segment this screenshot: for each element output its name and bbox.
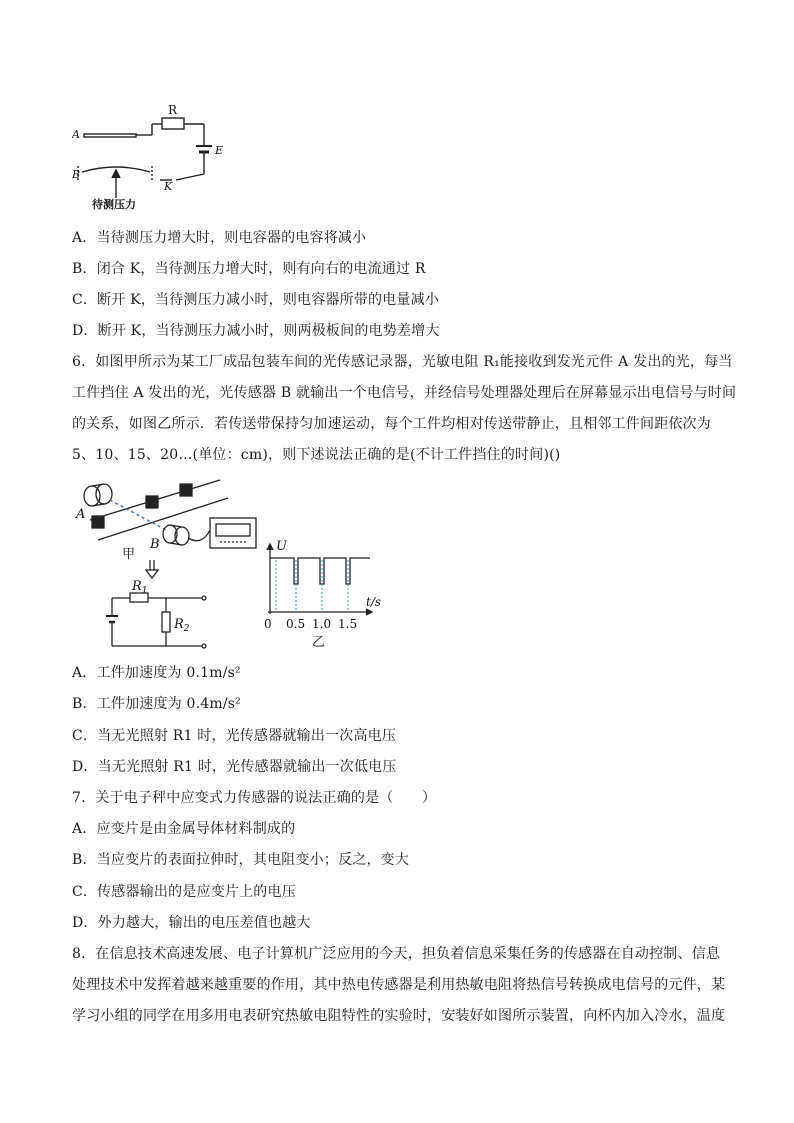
q7-option-c: C．传感器输出的是应变片上的电压 bbox=[72, 884, 296, 900]
q7-option-b: B．当应变片的表面拉伸时，其电阻变小；反之，变大 bbox=[72, 852, 410, 868]
r2-label: $R_2$ bbox=[174, 617, 190, 634]
q8-stem-line-3: 学习小组的同学在用多用电表研究热敏电阻特性的实验时，安装好如图所示装置，向杯内加入冷水，温度 bbox=[72, 1008, 726, 1024]
receiver-b-label: B bbox=[150, 537, 160, 552]
u-axis-label: U bbox=[276, 539, 287, 554]
q5-option-c: C．断开 K，当待测压力减小时，则电容器所带的电量减小 bbox=[72, 292, 440, 308]
q6-stem-line-3: 的关系，如图乙所示．若传送带保持匀加速运动，每个工件均相对传送带静止，且相邻工件间距依次为 bbox=[72, 416, 711, 432]
tick-label-0-5: 0.5 bbox=[286, 617, 306, 631]
emitter-a-label: A bbox=[76, 507, 86, 522]
q5-option-a: A．当待测压力增大时，则电容器的电容将减小 bbox=[72, 230, 367, 246]
q6-option-d: D．当无光照射 R1 时，光传感器就输出一次低电压 bbox=[72, 759, 397, 775]
resistor-label: R bbox=[168, 103, 178, 117]
emf-label: E bbox=[215, 144, 224, 157]
tick-label-1-0: 1.0 bbox=[312, 617, 332, 631]
q6-stem-line-4: 5、10、15、20…(单位：cm)，则下述说法正确的是(不计工件挡住的时间)() bbox=[72, 447, 561, 463]
switch-label: K bbox=[164, 180, 173, 193]
q8-stem-line-2: 处理技术中发挥着越来越重要的作用，其中热电传感器是利用热敏电阻将热信号转换成电信号的元件，某 bbox=[72, 977, 726, 993]
tick-label-1-5: 1.5 bbox=[338, 617, 358, 631]
q6-option-c: C．当无光照射 R1 时，光传感器就输出一次高电压 bbox=[72, 728, 397, 744]
plate-b-label: B bbox=[72, 168, 81, 181]
q8-stem-line-1: 8．在信息技术高速发展、电子计算机广泛应用的今天，担负着信息采集任务的传感器在自动控制、信息 bbox=[72, 946, 721, 962]
q5-option-b: B．闭合 K，当待测压力增大时，则有向右的电流通过 R bbox=[72, 261, 426, 277]
figure-jia-label: 甲 bbox=[122, 547, 136, 562]
q7-option-d: D．外力越大，输出的电压差值也越大 bbox=[72, 915, 311, 931]
conveyor-sensor-diagram bbox=[70, 474, 390, 654]
q6-option-b: B．工件加速度为 0.4m/s² bbox=[72, 696, 241, 712]
q6-stem-line-2: 工件挡住 A 发出的光，光传感器 B 就输出一个电信号，并经信号处理器处理后在屏幕显示出电信号与时间 bbox=[72, 385, 737, 401]
q5-option-d: D．断开 K，当待测压力减小时，则两极板间的电势差增大 bbox=[72, 323, 440, 339]
plate-a-label: A bbox=[72, 128, 80, 141]
q7-stem: 7．关于电子秤中应变式力传感器的说法正确的是（ ） bbox=[72, 790, 437, 806]
tick-label-0: 0 bbox=[264, 617, 272, 631]
r1-label: $R_1$ bbox=[132, 579, 148, 596]
capacitor-pressure-diagram bbox=[72, 100, 232, 210]
t-axis-label: t/s bbox=[366, 595, 382, 609]
q7-option-a: A．应变片是由金属导体材料制成的 bbox=[72, 821, 296, 837]
q6-option-a: A．工件加速度为 0.1m/s² bbox=[72, 665, 241, 681]
figure-yi-label: 乙 bbox=[312, 635, 326, 650]
pressure-caption: 待测压力 bbox=[92, 198, 136, 210]
q6-stem-line-1: 6．如图甲所示为某工厂成品包装车间的光传感记录器，光敏电阻 R₁能接收到发光元件 A 发出的光，每当 bbox=[72, 354, 733, 370]
